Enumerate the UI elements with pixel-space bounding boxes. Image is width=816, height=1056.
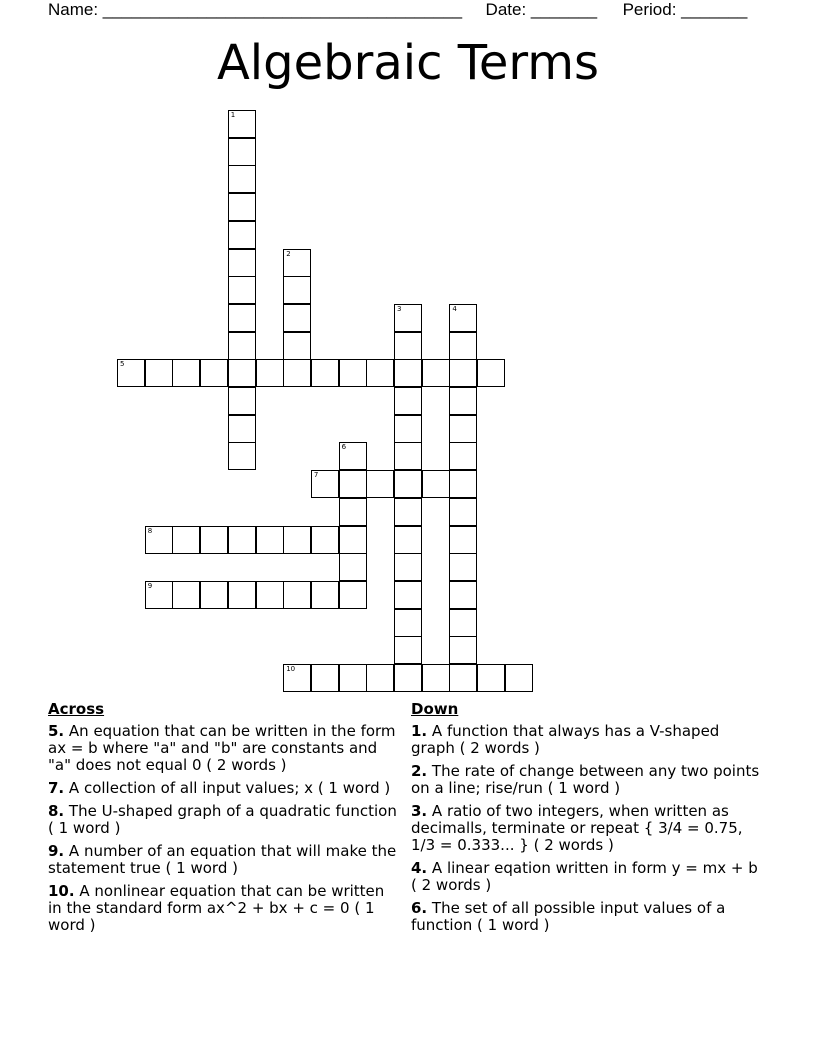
grid-cell[interactable] — [339, 581, 367, 609]
clue-number: 9. — [48, 842, 65, 860]
grid-cell[interactable] — [477, 359, 505, 387]
clue-text: A nonlinear equation that can be written in the standard form ax^2 + bx + c = 0 ( 1 word ) — [48, 882, 385, 934]
clue-text: The U-shaped graph of a quadratic function ( 1 word ) — [48, 802, 397, 837]
clue-text: A function that always has a V-shaped graph ( 2 words ) — [411, 722, 720, 757]
clue-number: 7. — [48, 779, 65, 797]
grid-cell[interactable] — [228, 304, 256, 332]
clue-number: 10. — [48, 882, 75, 900]
grid-cell[interactable] — [228, 526, 256, 554]
clue-number: 4. — [411, 859, 428, 877]
grid-cell[interactable] — [339, 553, 367, 581]
grid-cell[interactable] — [145, 526, 173, 554]
grid-cell[interactable] — [283, 249, 311, 277]
grid-cell[interactable] — [283, 359, 311, 387]
grid-cell[interactable] — [339, 526, 367, 554]
page-title: Algebraic Terms — [216, 35, 600, 91]
grid-cell[interactable] — [283, 526, 311, 554]
grid-cell[interactable] — [117, 359, 145, 387]
across-clue — [48, 883, 400, 934]
grid-cell[interactable] — [449, 526, 477, 554]
grid-cell[interactable] — [256, 359, 284, 387]
grid-cell[interactable] — [366, 359, 394, 387]
grid-cell[interactable] — [228, 249, 256, 277]
grid-cell[interactable] — [283, 304, 311, 332]
period-field[interactable]: Period: _______ — [622, 0, 748, 19]
grid-cell[interactable] — [311, 664, 339, 692]
grid-cell[interactable] — [449, 470, 477, 498]
down-clue — [411, 860, 767, 894]
grid-cell[interactable] — [200, 359, 228, 387]
grid-cell[interactable] — [283, 332, 311, 360]
grid-cell[interactable] — [394, 332, 422, 360]
cell-number: 1 — [230, 111, 236, 119]
grid-cell[interactable] — [449, 415, 477, 443]
clue-text: The rate of change between any two points on a line; rise/run ( 1 word ) — [411, 762, 760, 797]
grid-cell[interactable] — [449, 581, 477, 609]
date-field[interactable]: Date: _______ — [485, 0, 598, 19]
grid-cell[interactable] — [339, 470, 367, 498]
grid-cell[interactable] — [311, 526, 339, 554]
clue-text: A ratio of two integers, when written as decimalls, terminate or repeat { 3/4 = 0.75, 1/3 = 0.333... } ( 2 words ) — [411, 802, 743, 854]
grid-cell[interactable] — [394, 387, 422, 415]
down-clue — [411, 723, 767, 757]
clue-number: 2. — [411, 762, 428, 780]
grid-cell[interactable] — [394, 498, 422, 526]
down-clue — [411, 763, 767, 797]
grid-cell[interactable] — [449, 304, 477, 332]
grid-cell[interactable] — [449, 359, 477, 387]
clue-text: An equation that can be written in the form ax = b where "a" and "b" are constants and "a" does not equal 0 ( 2 words ) — [48, 722, 396, 774]
grid-cell[interactable] — [339, 359, 367, 387]
grid-cell[interactable] — [228, 387, 256, 415]
grid-cell[interactable] — [394, 553, 422, 581]
grid-cell[interactable] — [449, 442, 477, 470]
grid-cell[interactable] — [394, 636, 422, 664]
grid-cell[interactable] — [366, 664, 394, 692]
grid-cell[interactable] — [339, 498, 367, 526]
across-clue — [48, 803, 400, 837]
cell-number: 10 — [286, 665, 296, 673]
grid-cell[interactable] — [505, 664, 533, 692]
grid-cell[interactable] — [339, 442, 367, 470]
grid-cell[interactable] — [394, 304, 422, 332]
grid-cell[interactable] — [145, 359, 173, 387]
grid-cell[interactable] — [394, 442, 422, 470]
grid-cell[interactable] — [228, 193, 256, 221]
grid-cell[interactable] — [283, 581, 311, 609]
cell-number: 8 — [147, 526, 153, 535]
grid-cell[interactable] — [228, 276, 256, 304]
grid-cell[interactable] — [228, 221, 256, 249]
grid-cell[interactable] — [422, 470, 450, 498]
grid-cell[interactable] — [366, 470, 394, 498]
clue-text: A collection of all input values; x ( 1 word ) — [68, 779, 391, 797]
grid-cell[interactable] — [228, 581, 256, 609]
grid-cell[interactable] — [394, 470, 422, 498]
cell-number: 2 — [286, 249, 291, 258]
grid-cell[interactable] — [449, 332, 477, 360]
grid-cell[interactable] — [172, 359, 200, 387]
grid-cell[interactable] — [256, 581, 284, 609]
clue-text: The set of all possible input values of a function ( 1 word ) — [411, 899, 726, 934]
cell-number: 3 — [397, 304, 402, 313]
grid-cell[interactable] — [394, 609, 422, 637]
grid-cell[interactable] — [256, 526, 284, 554]
grid-cell[interactable] — [145, 581, 173, 609]
grid-cell[interactable] — [339, 664, 367, 692]
down-heading: Down — [411, 700, 459, 718]
grid-cell[interactable] — [311, 581, 339, 609]
grid-cell[interactable] — [228, 359, 256, 387]
clue-number: 8. — [48, 802, 65, 820]
across-clue — [48, 723, 400, 774]
cell-number: 6 — [341, 443, 347, 452]
cell-number: 9 — [147, 581, 153, 590]
down-clues — [411, 701, 767, 940]
clue-text: A number of an equation that will make the statement true ( 1 word ) — [48, 842, 397, 877]
grid-cell[interactable] — [394, 526, 422, 554]
grid-cell[interactable] — [283, 664, 311, 692]
grid-cell[interactable] — [449, 664, 477, 692]
down-clue — [411, 900, 767, 934]
grid-cell[interactable] — [200, 526, 228, 554]
grid-cell[interactable] — [422, 359, 450, 387]
grid-cell[interactable] — [422, 664, 450, 692]
name-field[interactable]: Name: ______________________________________ — [48, 0, 463, 19]
grid-cell[interactable] — [394, 581, 422, 609]
grid-cell[interactable] — [228, 442, 256, 470]
cell-number: 4 — [452, 304, 457, 313]
grid-cell[interactable] — [200, 581, 228, 609]
grid-cell[interactable] — [228, 415, 256, 443]
clue-number: 6. — [411, 899, 428, 917]
grid-cell[interactable] — [394, 359, 422, 387]
down-clue — [411, 803, 767, 854]
across-heading: Across — [48, 700, 105, 718]
grid-cell[interactable] — [228, 110, 256, 138]
grid-cell[interactable] — [311, 470, 339, 498]
clue-number: 1. — [411, 722, 428, 740]
grid-cell[interactable] — [477, 664, 505, 692]
grid-cell[interactable] — [449, 387, 477, 415]
across-clue — [48, 780, 400, 797]
grid-cell[interactable] — [172, 526, 200, 554]
clue-text: A linear eqation written in form y = mx + b ( 2 words ) — [411, 859, 758, 894]
grid-cell[interactable] — [228, 332, 256, 360]
cell-number: 7 — [313, 471, 319, 480]
grid-cell[interactable] — [449, 498, 477, 526]
across-clues — [48, 701, 400, 940]
clue-number: 5. — [48, 722, 65, 740]
grid-cell[interactable] — [394, 664, 422, 692]
clue-number: 3. — [411, 802, 428, 820]
across-clue — [48, 843, 400, 877]
cell-number: 5 — [120, 360, 125, 369]
grid-cell[interactable] — [449, 553, 477, 581]
grid-cell[interactable] — [449, 609, 477, 637]
grid-cell[interactable] — [449, 636, 477, 664]
grid-cell[interactable] — [311, 359, 339, 387]
grid-cell[interactable] — [228, 138, 256, 166]
grid-cell[interactable] — [283, 276, 311, 304]
grid-cell[interactable] — [394, 415, 422, 443]
grid-cell[interactable] — [172, 581, 200, 609]
grid-cell[interactable] — [228, 165, 256, 193]
